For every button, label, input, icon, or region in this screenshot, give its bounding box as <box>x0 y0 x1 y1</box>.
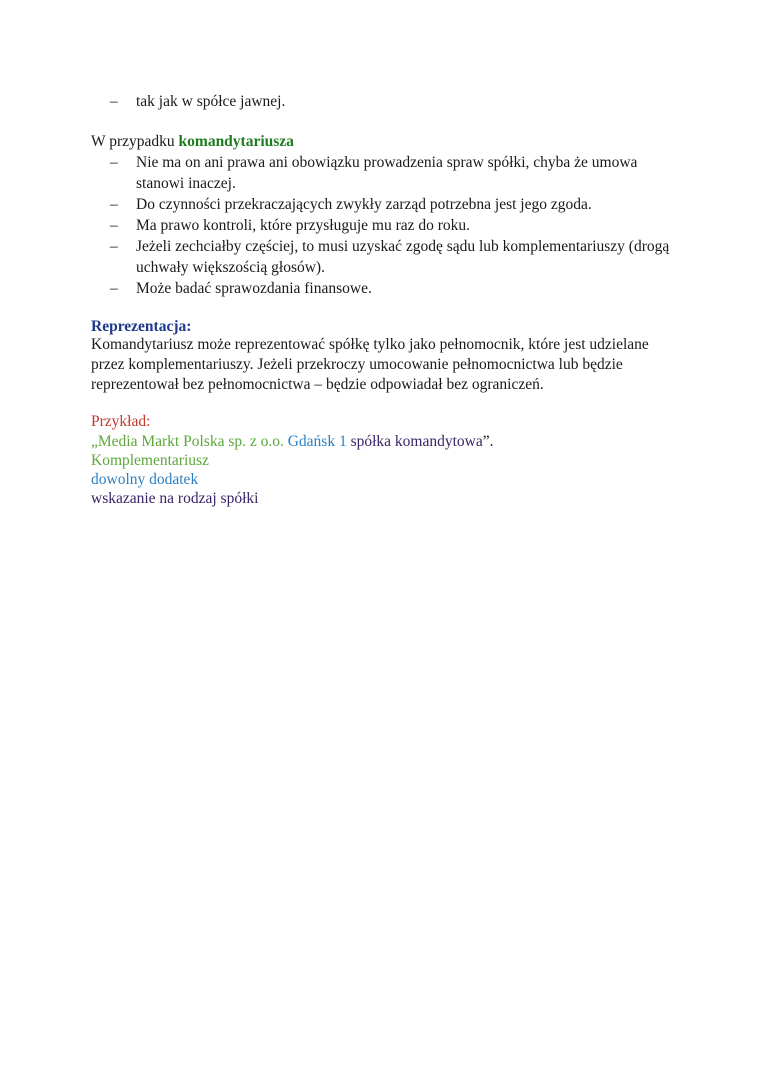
list-item-text: Ma prawo kontroli, które przysługuje mu raz do roku. <box>136 217 471 234</box>
list-item <box>91 194 671 215</box>
example-type-part: spółka komandytowa <box>346 433 483 450</box>
example-name-part: „Media Markt Polska sp. z o.o. <box>91 433 284 450</box>
list-item <box>91 278 671 299</box>
example-label-text: Przykład: <box>91 413 151 430</box>
dash-bullet: – <box>110 196 118 213</box>
komandytariusz-intro: W przypadku <box>91 133 179 150</box>
legend-komplementariusz <box>91 450 671 471</box>
legend-rodzaj-spolki <box>91 488 671 509</box>
example-extra-part: Gdańsk 1 <box>283 433 347 450</box>
list-item <box>91 91 671 112</box>
list-item-text: Jeżeli zechciałby częściej, to musi uzyskać zgodę sądu lub komplementariuszy (drogą uchwały większością głosów). <box>136 238 670 276</box>
legend-rodzaj-spolki-text: wskazanie na rodzaj spółki <box>91 490 259 507</box>
list-item <box>91 236 671 278</box>
komandytariusz-heading <box>91 131 671 152</box>
legend-dodatek <box>91 469 671 490</box>
dash-bullet: – <box>110 280 118 297</box>
reprezentacja-heading <box>91 316 671 337</box>
example-company-name <box>91 431 671 452</box>
example-end-part: ”. <box>482 433 494 450</box>
list-item-text: tak jak w spółce jawnej. <box>136 93 286 110</box>
komandytariusz-intro-bold: komandytariusza <box>178 133 294 150</box>
list-item-text: Nie ma on ani prawa ani obowiązku prowadzenia spraw spółki, chyba że umowa stanowi inaczej. <box>136 154 638 192</box>
dash-bullet: – <box>110 217 118 234</box>
legend-komplementariusz-text: Komplementariusz <box>91 452 209 469</box>
dash-bullet: – <box>110 154 118 171</box>
dash-bullet: – <box>110 93 118 110</box>
dash-bullet: – <box>110 238 118 255</box>
top-list <box>91 91 671 112</box>
example-label <box>91 411 671 432</box>
list-item <box>91 215 671 236</box>
legend-dodatek-text: dowolny dodatek <box>91 471 199 488</box>
list-item <box>91 152 671 194</box>
list-item-text: Do czynności przekraczających zwykły zarząd potrzebna jest jego zgoda. <box>136 196 592 213</box>
reprezentacja-heading-text: Reprezentacja: <box>91 318 192 335</box>
reprezentacja-paragraph: Komandytariusz może reprezentować spółkę tylko jako pełnomocnik, które jest udzielane przez komplementariuszy. Jeżeli przekroczy umocowanie pełnomocnictwa lub będzie reprezentował bez pełnomocnictwa – będzie odpowiadał bez ograniczeń. <box>91 336 649 393</box>
list-item-text: Może badać sprawozdania finansowe. <box>136 280 372 297</box>
komandytariusz-list <box>91 152 671 299</box>
